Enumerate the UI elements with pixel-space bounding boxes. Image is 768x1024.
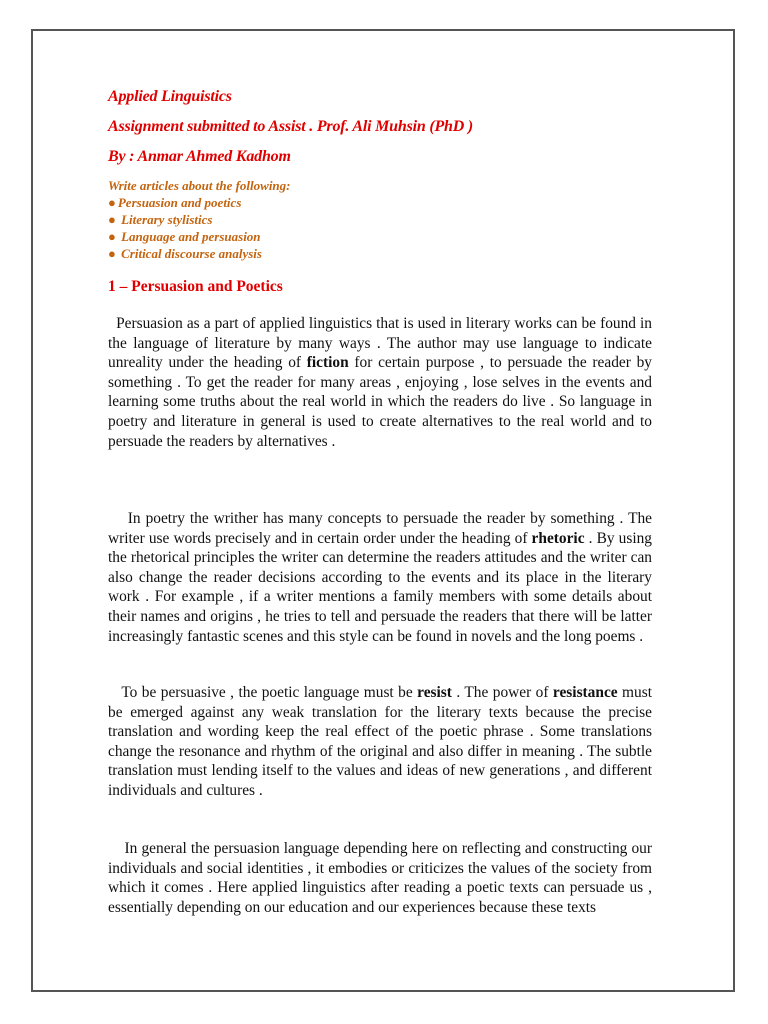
- paragraph-text: In poetry the writher has many concepts to persuade the reader by something . The writer use words precisely and in certain order under the heading of: [108, 510, 652, 547]
- bold-term: resist: [417, 684, 452, 701]
- task-list-intro: Write articles about the following:: [108, 178, 291, 193]
- task-item: [108, 194, 291, 211]
- task-item: [108, 211, 291, 228]
- task-list: [108, 177, 291, 262]
- task-item-label: Critical discourse analysis: [117, 246, 262, 261]
- task-item: [108, 245, 291, 262]
- paragraph-text: In general the persuasion language depending here on reflecting and constructing our individuals and social identities , it embodies or criticizes the values of the society from which it comes . Here applied linguistics after reading a poetic texts can persuade us , essentially depending on our education and our experiences because these texts: [108, 840, 652, 916]
- bullet-icon: ●: [108, 212, 116, 227]
- document-title: Applied Linguistics: [108, 88, 232, 105]
- paragraph-3: [108, 683, 652, 801]
- bullet-icon: ●: [108, 195, 116, 210]
- paragraph-text: . The power of: [451, 684, 553, 701]
- paragraph-2: [108, 509, 652, 646]
- paragraph-text: . By using the rhetorical principles the writer can determine the readers attitudes and the writer can also change the reader decisions according to the events and its place in the literary work . For example , if a writer mentions a family members with some details about their names and origins , he tries to tell and persuade the readers that there will be latter increasingly fantastic scenes and this style can be found in novels and the long poems .: [108, 529, 652, 645]
- paragraph-1: [108, 314, 652, 451]
- section-heading: 1 – Persuasion and Poetics: [108, 278, 283, 295]
- bullet-icon: ●: [108, 246, 116, 261]
- bold-term: resistance: [552, 684, 618, 701]
- task-item-label: Literary stylistics: [117, 212, 213, 227]
- paragraph-text: for certain purpose , to persuade the reader by something . To get the reader for many areas , enjoying , lose selves in the events and learning some truths about the real world in which the readers do live . So language in poetry and literature in general is used to create alternatives to the real world and to persuade the readers by alternatives .: [108, 354, 652, 450]
- bullet-icon: ●: [108, 229, 116, 244]
- task-item-label: Persuasion and poetics: [117, 195, 242, 210]
- paragraph-text: Persuasion as a part of applied linguistics that is used in literary works can be found in the language of literature by many ways . The author may use language to indicate unreality under the heading of: [108, 315, 652, 372]
- assignment-line: Assignment submitted to Assist . Prof. Ali Muhsin (PhD ): [108, 118, 474, 135]
- author-line: By : Anmar Ahmed Kadhom: [108, 148, 291, 165]
- task-item: [108, 228, 291, 245]
- paragraph-4: [108, 839, 652, 917]
- task-item-label: Language and persuasion: [117, 229, 261, 244]
- bold-term: rhetoric: [531, 529, 585, 547]
- paragraph-text: To be persuasive , the poetic language must be: [108, 684, 418, 701]
- bold-term: fiction: [306, 354, 349, 372]
- paragraph-text: must be emerged against any weak translation for the literary texts because the precise translation and wording keep the real effect of the poetic phrase . Some translations change the resonance and rhythm of the original and also differ in meaning . The subtle translation must lending itself to the values and ideas of new generations , and different individuals and cultures .: [108, 684, 652, 799]
